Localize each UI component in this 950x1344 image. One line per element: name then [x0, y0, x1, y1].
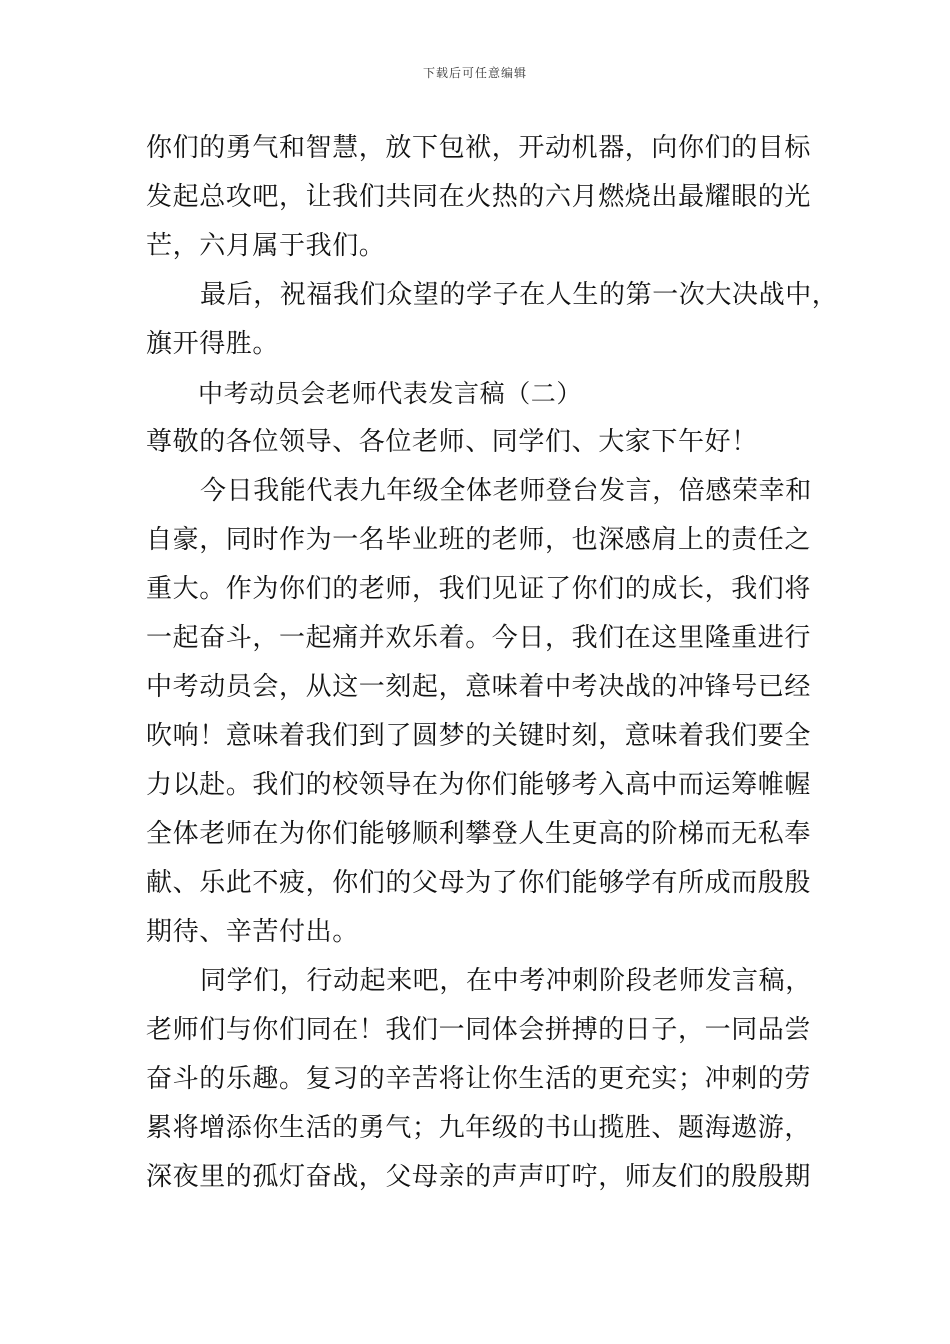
paragraph-line: 自豪，同时作为一名毕业班的老师，也深感肩上的责任之: [146, 525, 812, 555]
paragraph-line: 重大。作为你们的老师，我们见证了你们的成长，我们将: [146, 574, 812, 604]
paragraph-line: 发起总攻吧，让我们共同在火热的六月燃烧出最耀眼的光: [146, 182, 812, 212]
paragraph-line: 力以赴。我们的校领导在为你们能够考入高中而运筹帷幄: [146, 770, 812, 800]
paragraph-line: 芒，六月属于我们。: [146, 231, 386, 261]
paragraph-line: 累将增添你生活的勇气；九年级的书山揽胜、题海遨游，: [146, 1113, 812, 1143]
paragraph-line: 最后，祝福我们众望的学子在人生的第一次大决战中，: [200, 280, 839, 310]
paragraph-line: 奋斗的乐趣。复习的辛苦将让你生活的更充实；冲刺的劳: [146, 1064, 812, 1094]
paragraph-line: 旗开得胜。: [146, 329, 280, 359]
paragraph-line: 全体老师在为你们能够顺利攀登人生更高的阶梯而无私奉: [146, 819, 812, 849]
paragraph-line: 深夜里的孤灯奋战，父母亲的声声叮咛，师友们的殷殷期: [146, 1162, 812, 1192]
paragraph-line: 吹响！意味着我们到了圆梦的关键时刻，意味着我们要全: [146, 721, 812, 751]
paragraph-line: 今日我能代表九年级全体老师登台发言，倍感荣幸和: [200, 476, 812, 506]
paragraph-line: 同学们，行动起来吧，在中考冲刺阶段老师发言稿，: [200, 966, 812, 996]
paragraph-line: 一起奋斗，一起痛并欢乐着。今日，我们在这里隆重进行: [146, 623, 812, 653]
paragraph-line: 你们的勇气和智慧，放下包袱，开动机器，向你们的目标: [146, 133, 812, 163]
document-body: [146, 124, 839, 1202]
salutation-line: 尊敬的各位领导、各位老师、同学们、大家下午好！: [146, 427, 758, 457]
section-title: 中考动员会老师代表发言稿（二）: [198, 379, 583, 408]
header-note: 下载后可任意编辑: [422, 66, 527, 80]
paragraph-line: 献、乐此不疲，你们的父母为了你们能够学有所成而殷殷: [146, 868, 812, 898]
paragraph-line: 期待、辛苦付出。: [146, 917, 359, 947]
paragraph-line: 老师们与你们同在！我们一同体会拼搏的日子，一同品尝: [146, 1015, 812, 1045]
paragraph-line: 中考动员会，从这一刻起，意味着中考决战的冲锋号已经: [146, 672, 812, 702]
